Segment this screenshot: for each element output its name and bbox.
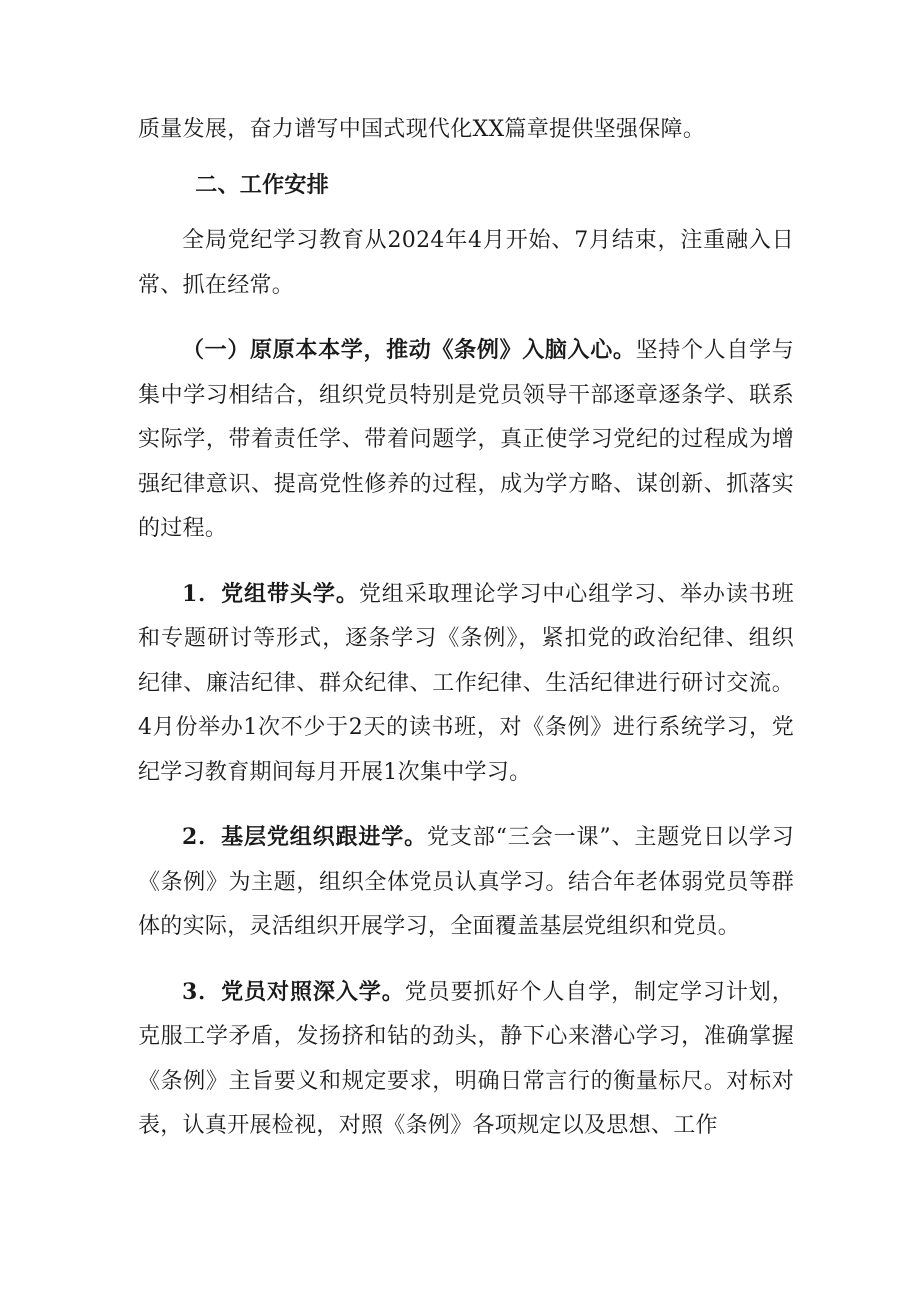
item-1 (138, 572, 794, 796)
item-1-body: 党组采取理论学习中心组学习、举办读书班和专题研讨等形式，逐条学习《条例》，紧扣党的政治纪律、组织纪律、廉洁纪律、群众纪律、工作纪律、生活纪律进行研讨交流。4月份举办1次不少于2天的读书班，对《条例》进行系统学习，党纪学习教育期间每月开展1次集中学习。 (138, 581, 794, 785)
item-3-body: 党员要抓好个人自学，制定学习计划，克服工学矛盾，发扬挤和钻的劲头，静下心来潜心学习，准确掌握《条例》主旨要义和规定要求，明确日常言行的衡量标尺。对标对表，认真开展检视，对照《条例》各项规定以及思想、工作 (138, 979, 794, 1138)
subsection-1-title: （一）原原本本学，推动《条例》入脑入心。 (182, 337, 636, 363)
item-2-body: 党支部“三会一课”、主题党日以学习《条例》为主题，组织全体党员认真学习。结合年老体弱党员等群体的实际，灵活组织开展学习，全面覆盖基层党组织和党员。 (138, 825, 794, 939)
document-page (138, 108, 794, 1149)
subsection-1 (138, 328, 794, 552)
item-3-title: 3．党员对照深入学。 (182, 978, 405, 1005)
paragraph-overview: 全局党纪学习教育从2024年4月开始、7月结束，注重融入日常、抓在经常。 (138, 228, 794, 298)
item-1-title: 1．党组带头学。 (182, 580, 359, 607)
section-heading: 二、工作安排 (195, 171, 329, 198)
item-2 (138, 815, 794, 950)
item-2-title: 2．基层党组织跟进学。 (182, 824, 428, 850)
paragraph-continuation: 质量发展，奋力谱写中国式现代化XX篇章提供坚强保障。 (138, 117, 706, 142)
item-3 (138, 970, 794, 1149)
subsection-1-body: 坚持个人自学与集中学习相结合，组织党员特别是党员领导干部逐章逐条学、联系实际学，带着责任学、带着问题学，真正使学习党纪的过程成为增强纪律意识、提高党性修养的过程，成为学方略、谋创新、抓落实的过程。 (138, 338, 794, 541)
